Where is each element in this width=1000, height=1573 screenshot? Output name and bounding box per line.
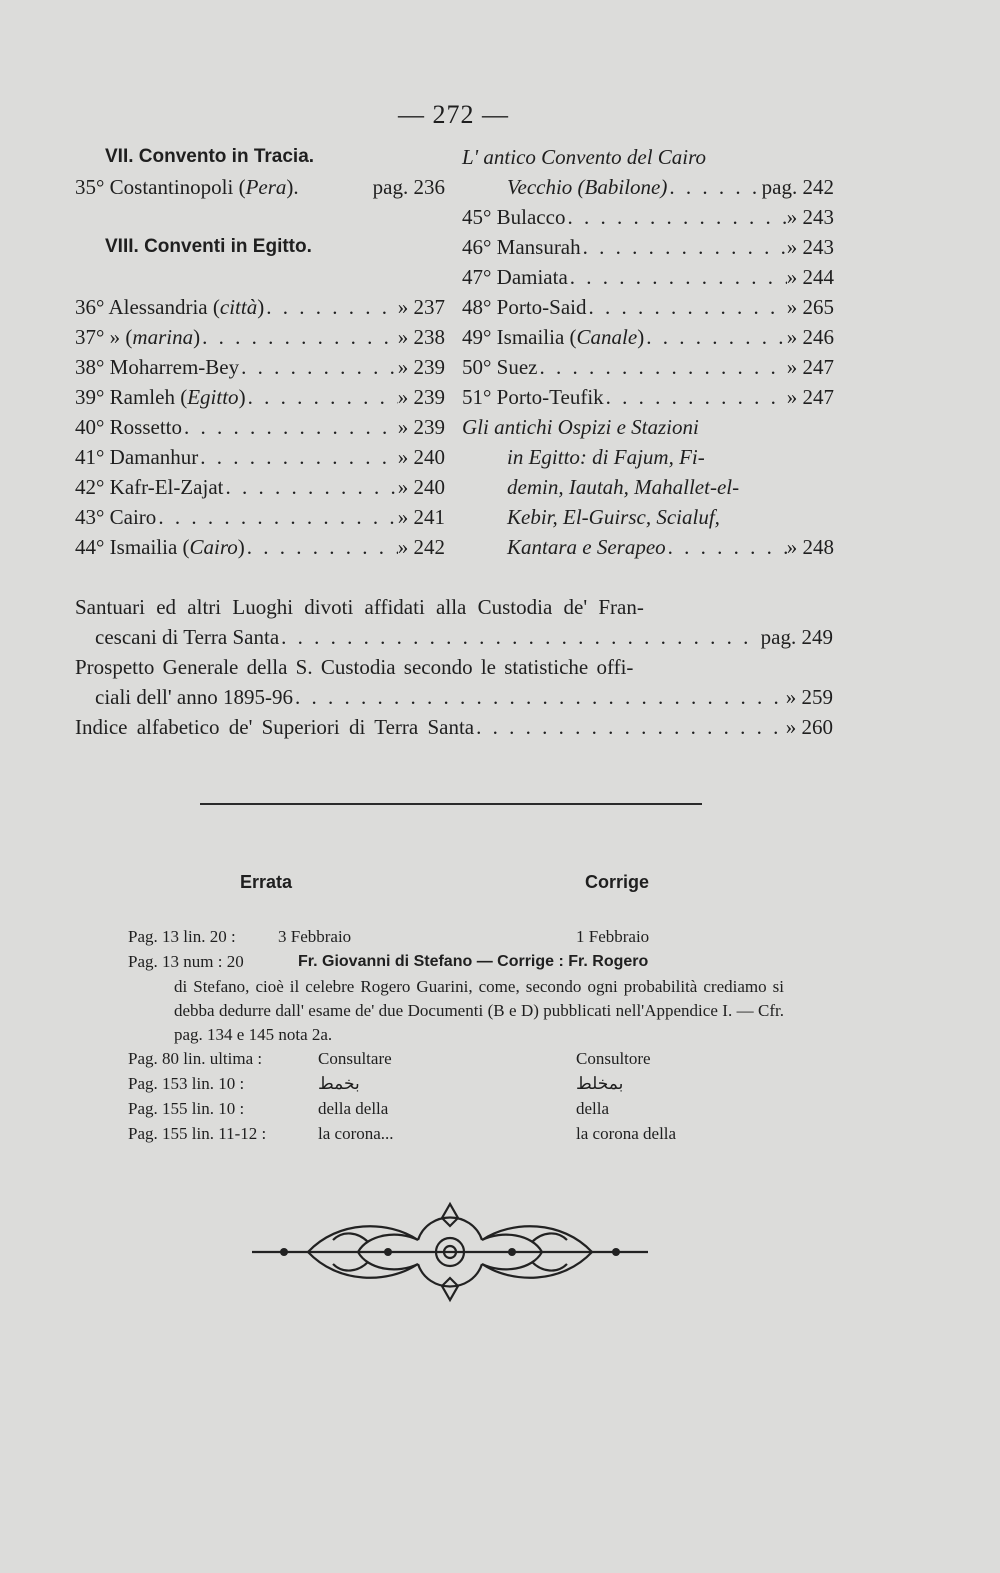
entry-name: 47° Damiata: [462, 265, 568, 289]
errata-ref: Pag. 155 lin. 11-12 :: [128, 1124, 267, 1143]
toc-entry-list: [462, 202, 834, 412]
toc-entry: 35° Costantinopoli (Pera). pag. 236: [75, 172, 445, 202]
entry-page: » 244: [786, 265, 834, 289]
right-column: [462, 142, 834, 562]
entry-page: » 248: [786, 535, 834, 559]
entry-page: » 247: [786, 355, 834, 379]
errata-text: بخمط: [318, 1074, 360, 1093]
entry-name: 40° Rossetto: [75, 415, 182, 439]
corrige-text: della: [576, 1099, 610, 1118]
toc-entry: [75, 412, 445, 442]
entry-page: » 259: [785, 685, 833, 709]
toc-entry: [75, 352, 445, 382]
entry-page: » 239: [397, 385, 445, 409]
errata-ref: Pag. 80 lin. ultima :: [128, 1049, 263, 1068]
toc-entry: [462, 382, 834, 412]
entry-page: » 242: [397, 535, 445, 559]
errata-ref: Pag. 153 lin. 10 :: [128, 1074, 245, 1093]
ospizi-line: Kebir, El-Guirsc, Scialuf,: [507, 505, 720, 529]
entry-name: Vecchio (Babilone): [507, 175, 668, 199]
entry-page: pag. 242: [761, 175, 834, 199]
section-heading-tracia: VII. Convento in Tracia.: [105, 146, 315, 167]
toc-entry: [462, 292, 834, 322]
entry-page: pag. 236: [372, 175, 445, 199]
entry-name: 42° Kafr-El-Zajat: [75, 475, 224, 499]
entry-page: » 246: [786, 325, 834, 349]
decorative-ornament-icon: [248, 1200, 652, 1310]
toc-entry: [462, 322, 834, 352]
entry-page: » 247: [786, 385, 834, 409]
left-column: [75, 142, 445, 562]
errata-table-rest: [128, 1046, 788, 1146]
toc-entry: [75, 532, 445, 562]
entry-name: 49° Ismailia (Canale): [462, 325, 645, 349]
entry-name: 41° Damanhur: [75, 445, 199, 469]
indice-line: Indice alfabetico de' Superiori di Terra Santa . . . » 260: [75, 712, 833, 742]
ospizi-line: demin, Iautah, Mahallet-el-: [507, 475, 740, 499]
errata-row: [128, 1121, 788, 1146]
divider-rule: [200, 803, 702, 805]
entry-page: » 239: [397, 415, 445, 439]
entry-name: Kantara e Serapeo: [507, 535, 666, 559]
errata-row: [128, 1046, 788, 1071]
entry-name: 38° Moharrem-Bey: [75, 355, 240, 379]
errata-text: Consultare: [318, 1049, 392, 1068]
corrige-text: la corona della: [576, 1124, 677, 1143]
entry-name: 51° Porto-Teufik: [462, 385, 604, 409]
toc-entry: [462, 262, 834, 292]
toc-entry: [462, 202, 834, 232]
errata-row: Pag. 13 lin. 20 : 3 Febbraio 1 Febbraio: [128, 927, 650, 946]
entry-page: » 243: [786, 235, 834, 259]
toc-entry: [462, 532, 834, 562]
entry-name: 43° Cairo: [75, 505, 157, 529]
prospetto-line-1: Prospetto Generale della S. Custodia secondo le statistiche offi-: [75, 655, 634, 679]
entry-italic: Pera: [245, 175, 287, 199]
entry-page: » 240: [397, 475, 445, 499]
errata-note: di Stefano, cioè il celebre Rogero Guarini, come, secondo ogni probabilità crediamo si debba dedurre dall' esame de' due Documenti (B e D) pubblicati nell'Appendice I. — Cfr. pag. 134 e 145 nota 2a.: [174, 977, 784, 1044]
toc-entry: [462, 172, 834, 202]
entry-name: 36° Alessandria (città): [75, 295, 265, 319]
entry-name: 50° Suez: [462, 355, 538, 379]
toc-entry: [75, 322, 445, 352]
errata-text: della della: [318, 1099, 389, 1118]
entry-page: » 260: [785, 715, 833, 739]
errata-text: la corona...: [318, 1124, 394, 1143]
toc-entry-list: [75, 292, 445, 562]
toc-entry: [462, 232, 834, 262]
entry-page: » 237: [397, 295, 445, 319]
errata-heading: Errata: [240, 872, 293, 892]
corrige-text: بمخلط: [576, 1074, 624, 1093]
corrige-heading: Corrige: [585, 872, 650, 892]
toc-entry: [75, 292, 445, 322]
errata-row: Pag. 13 num : 20 Fr. Giovanni di Stefano — Corrige : Fr. Rogero: [128, 952, 649, 971]
errata-table: [128, 924, 788, 974]
entry-name: 39° Ramleh (Egitto): [75, 385, 246, 409]
entry-page: pag. 249: [760, 625, 833, 649]
entry-page: » 239: [397, 355, 445, 379]
entry-page: » 265: [786, 295, 834, 319]
page-number: — 272 —: [398, 100, 509, 129]
errata-ref: Pag. 155 lin. 10 :: [128, 1099, 245, 1118]
ospizi-line: Gli antichi Ospizi e Stazioni: [462, 415, 699, 439]
toc-entry: [462, 352, 834, 382]
entry-name: 44° Ismailia (Cairo): [75, 535, 245, 559]
santuari-line-1: Santuari ed altri Luoghi divoti affidati alla Custodia de' Fran-: [75, 595, 644, 619]
toc-entry: [75, 382, 445, 412]
ospizi-line: in Egitto: di Fajum, Fi-: [507, 445, 705, 469]
section-heading-cairo: L' antico Convento del Cairo: [462, 145, 707, 169]
errata-row: [128, 1096, 788, 1121]
toc-entry: [75, 442, 445, 472]
toc-entry: [75, 472, 445, 502]
prospetto-line-2: ciali dell' anno 1895-96 . . . » 259: [75, 682, 833, 712]
errata-row: [128, 1071, 788, 1096]
entry-page: » 243: [786, 205, 834, 229]
corrige-text: Consultore: [576, 1049, 651, 1068]
entry-page: » 238: [397, 325, 445, 349]
ospizi-entry: [462, 412, 834, 532]
entry-name: 48° Porto-Said: [462, 295, 587, 319]
entry-name: 37° » (marina): [75, 325, 201, 349]
santuari-line-2: cescani di Terra Santa . . . pag. 249: [75, 622, 833, 652]
entry-page: » 240: [397, 445, 445, 469]
entry-name: 46° Mansurah: [462, 235, 581, 259]
summary-block: [75, 592, 833, 742]
entry-name: 45° Bulacco: [462, 205, 566, 229]
entry-page: » 241: [397, 505, 445, 529]
section-heading-egitto: VIII. Conventi in Egitto.: [105, 236, 312, 257]
toc-entry: [75, 502, 445, 532]
